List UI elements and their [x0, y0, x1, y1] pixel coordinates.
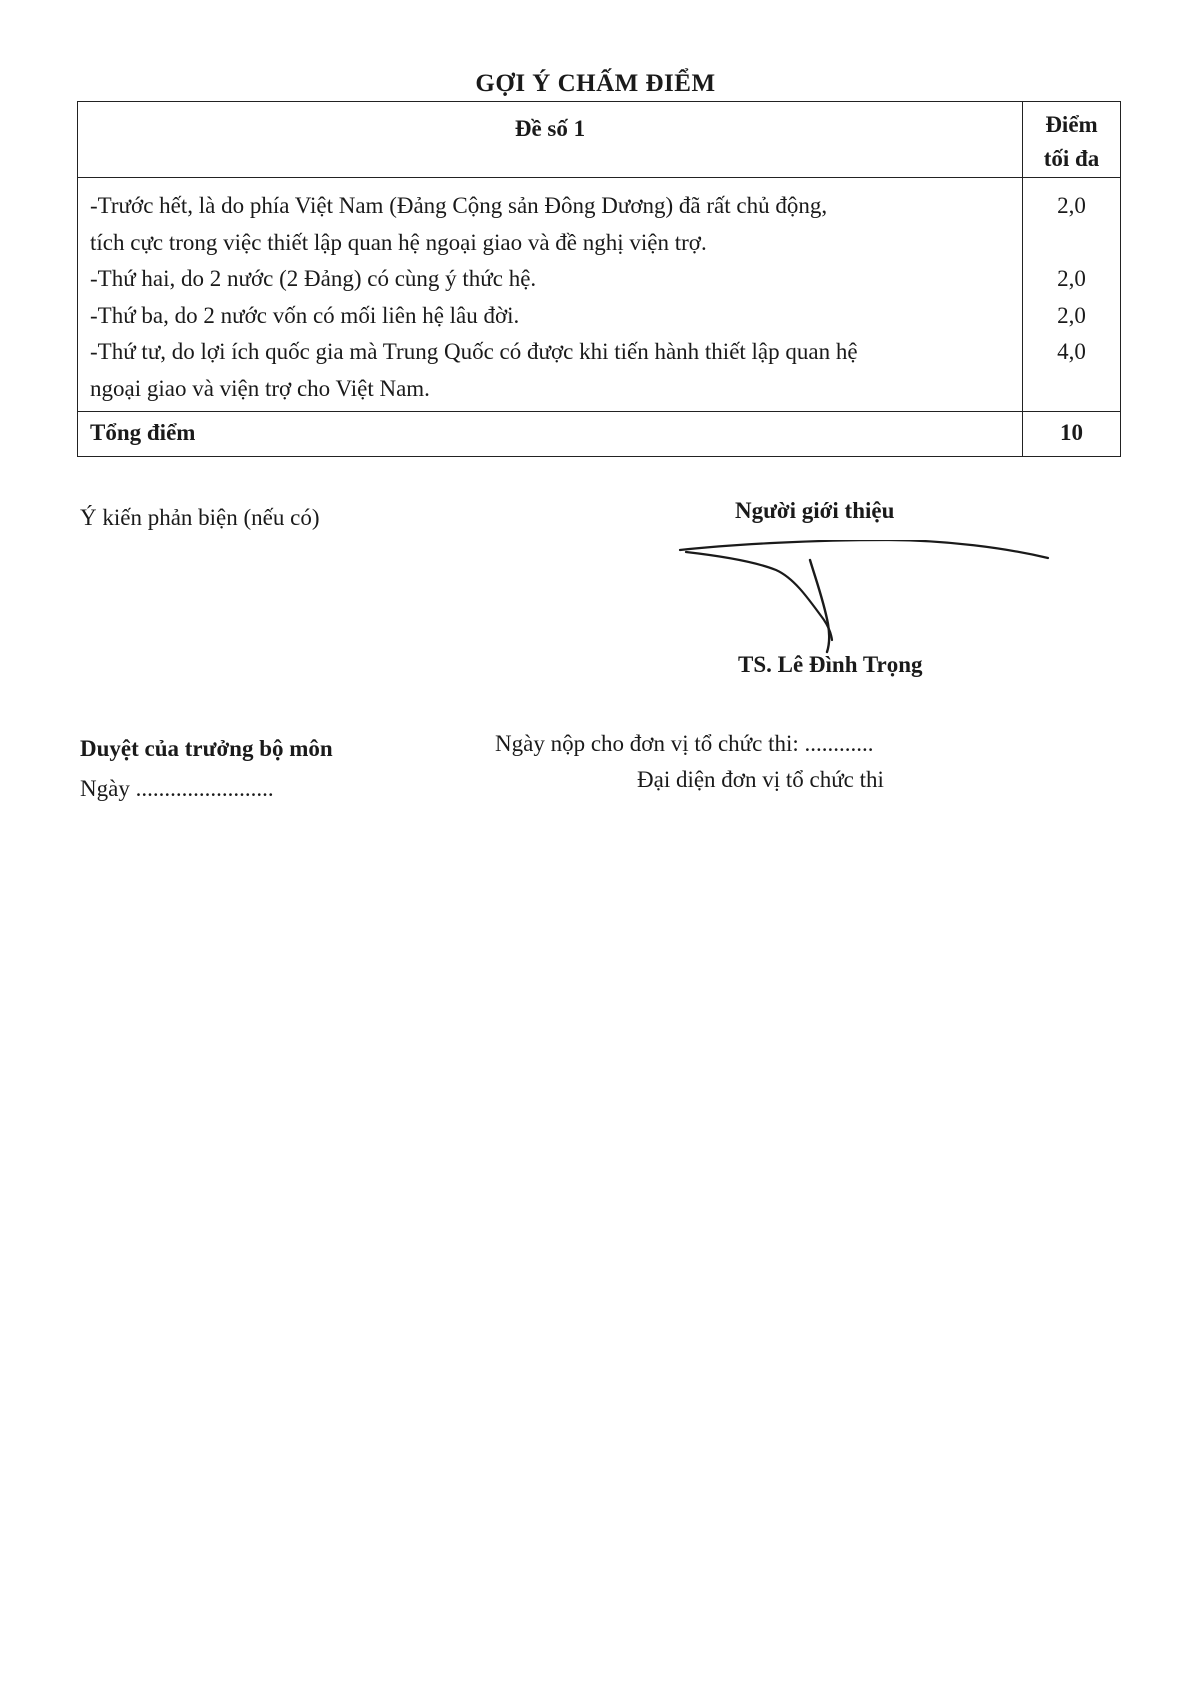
exam-number-header: Đề số 1 [78, 102, 1023, 178]
criterion-score: 2,0 [1057, 266, 1086, 291]
grading-table [77, 101, 1121, 457]
criterion-line: ngoại giao và viện trợ cho Việt Nam. [90, 375, 430, 401]
criterion-line: -Trước hết, là do phía Việt Nam (Đảng Cộng sản Đông Dương) đã rất chủ động, [90, 193, 828, 218]
table-row [78, 178, 1121, 412]
criterion-score: 2,0 [1057, 193, 1086, 218]
criterion-score: 4,0 [1057, 339, 1086, 364]
score-spacer [1024, 225, 1119, 262]
max-score-header-line2: tối đa [1043, 146, 1100, 171]
introducer-title: Người giới thiệu [735, 498, 895, 523]
score-cell [1023, 178, 1121, 412]
criterion-line: -Thứ tư, do lợi ích quốc gia mà Trung Quốc có được khi tiến hành thiết lập quan hệ [90, 339, 858, 364]
score-spacer [1024, 371, 1119, 408]
table-header-row [78, 102, 1121, 178]
approval-date: Ngày ........................ [80, 776, 274, 801]
introducer-name: TS. Lê Đình Trọng [738, 652, 923, 677]
criterion-line: tích cực trong việc thiết lập quan hệ ngoại giao và đề nghị viện trợ. [90, 229, 707, 255]
document-title: GỢI Ý CHẤM ĐIỂM [475, 70, 716, 97]
organizer-representative: Đại diện đơn vị tổ chức thi [637, 767, 884, 792]
grading-criteria-cell [78, 178, 1023, 412]
total-score: 10 [1023, 412, 1121, 457]
approval-title: Duyệt của trưởng bộ môn [80, 736, 333, 761]
criterion-score: 2,0 [1057, 302, 1086, 328]
submission-date: Ngày nộp cho đơn vị tổ chức thi: ............ [495, 731, 874, 756]
criterion-line: -Thứ ba, do 2 nước vốn có mối liên hệ lâu đời. [90, 302, 520, 328]
total-label: Tổng điểm [78, 412, 1023, 457]
max-score-header-line1: Điểm [1045, 112, 1098, 137]
signature-image [676, 540, 1056, 660]
total-row [78, 412, 1121, 457]
review-label: Ý kiến phản biện (nếu có) [80, 505, 320, 530]
max-score-header [1023, 102, 1121, 178]
criterion-line: -Thứ hai, do 2 nước (2 Đảng) có cùng ý thức hệ. [90, 266, 537, 291]
